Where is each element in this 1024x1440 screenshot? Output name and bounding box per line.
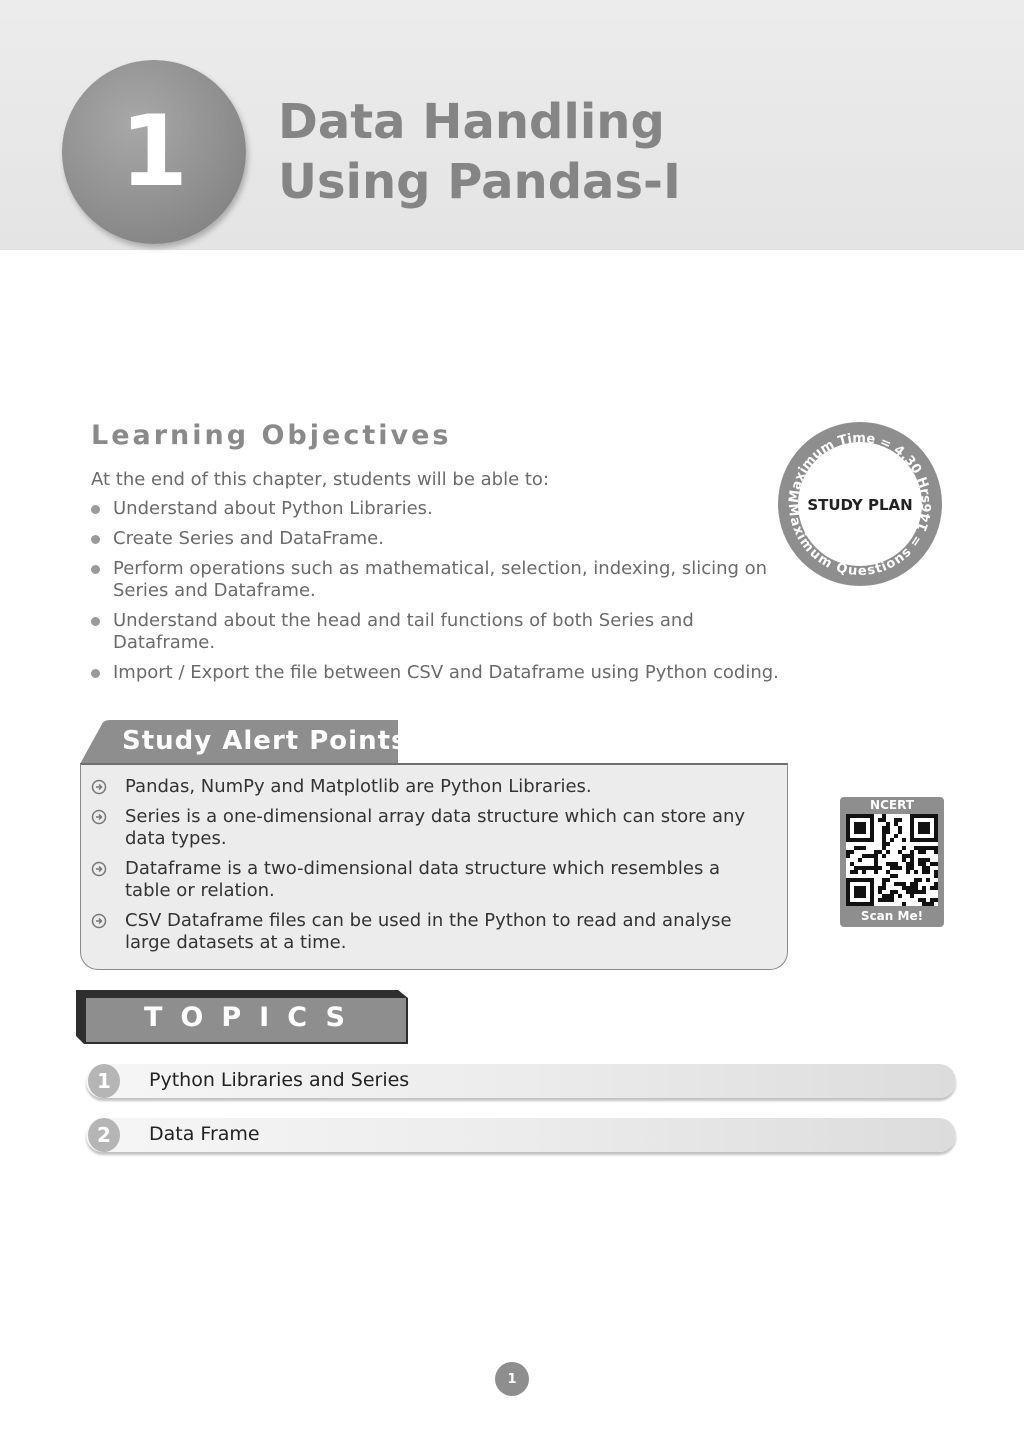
topic-item-2[interactable]: [86, 1118, 956, 1156]
arrow-circle-icon: [91, 779, 107, 795]
chapter-title-line2: Using Pandas-I: [278, 154, 681, 210]
objective-text: Perform operations such as mathematical, selection, indexing, slicing on Series and Dataframe.: [113, 558, 768, 601]
learning-objectives-list: [91, 498, 791, 692]
chapter-title: [278, 92, 878, 212]
alert-item: [91, 910, 771, 954]
qr-top-label: NCERT: [870, 798, 914, 812]
objective-item: [91, 558, 791, 602]
chapter-number-circle: [62, 60, 246, 244]
objective-item: [91, 528, 791, 550]
topic-label: Data Frame: [149, 1123, 260, 1145]
qr-bottom-label: Scan Me!: [860, 909, 924, 923]
arrow-circle-icon: [91, 913, 107, 929]
ncert-qr-card[interactable]: [840, 797, 944, 927]
alert-text: CSV Dataframe files can be used in the Python to read and analyse large datasets at a time.: [125, 910, 732, 953]
bullet-icon: [91, 565, 100, 574]
alert-text: Series is a one-dimensional array data structure which can store any data types.: [125, 806, 746, 849]
alert-text: Dataframe is a two-dimensional data structure which resembles a table or relation.: [125, 858, 721, 901]
objective-item: [91, 498, 791, 520]
objective-text: Understand about Python Libraries.: [113, 498, 433, 519]
objective-text: Import / Export the file between CSV and Dataframe using Python coding.: [113, 662, 779, 683]
learning-objectives-heading: Learning Objectives: [91, 420, 452, 451]
topic-item-1[interactable]: [86, 1064, 956, 1102]
qr-code-icon: [846, 814, 938, 906]
topics-heading: TOPICS: [144, 1002, 363, 1033]
chapter-number: 1: [119, 95, 189, 209]
qr-code-pattern: [846, 814, 938, 906]
alert-item: [91, 806, 771, 850]
study-plan-label: STUDY PLAN: [807, 496, 913, 514]
alert-text: Pandas, NumPy and Matplotlib are Python Libraries.: [125, 776, 592, 797]
bullet-icon: [91, 505, 100, 514]
arrow-circle-icon: [91, 861, 107, 877]
chapter-title-line1: Data Handling: [278, 94, 665, 150]
objective-text: Create Series and DataFrame.: [113, 528, 384, 549]
bullet-icon: [91, 535, 100, 544]
objective-item: [91, 662, 791, 684]
topic-number: 1: [88, 1064, 120, 1098]
arrow-circle-icon: [91, 809, 107, 825]
study-plan-time: Maximum Time = 4.30 Hrs: [786, 430, 934, 504]
alert-item: [91, 776, 771, 798]
topic-label: Python Libraries and Series: [149, 1069, 410, 1091]
bullet-icon: [91, 669, 100, 678]
objective-item: [91, 610, 791, 654]
alert-item: [91, 858, 771, 902]
study-plan-questions: Maximum Questions = 146: [784, 502, 936, 580]
study-alert-list: [91, 776, 771, 962]
study-plan-badge: [778, 422, 942, 586]
bullet-icon: [91, 617, 100, 626]
study-alert-heading: Study Alert Points: [122, 726, 408, 756]
page-number: 1: [495, 1362, 529, 1396]
learning-objectives-intro: At the end of this chapter, students will be able to:: [91, 469, 550, 490]
topic-number: 2: [88, 1118, 120, 1152]
objective-text: Understand about the head and tail functions of both Series and Dataframe.: [113, 610, 694, 653]
